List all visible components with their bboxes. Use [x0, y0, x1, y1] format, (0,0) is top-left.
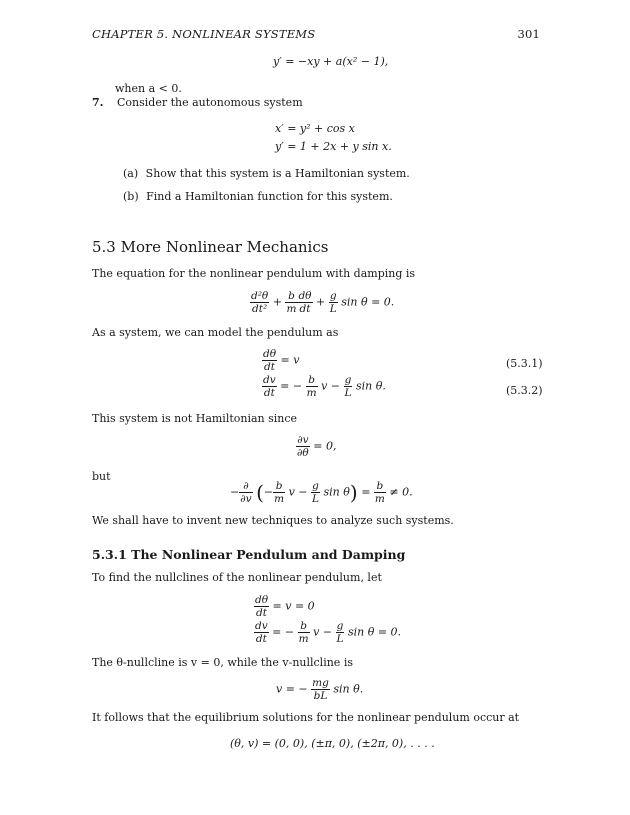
paragraph-6: The θ-nullcline is v = 0, while the v-nullcline is — [92, 656, 353, 669]
fraction: $\frac{mg}{bL}$ — [312, 677, 329, 702]
fraction: $\frac{b}{m}$ — [286, 290, 297, 315]
part-a — [123, 167, 410, 181]
paragraph-5: To find the nullclines of the nonlinear pendulum, let — [92, 571, 382, 584]
fraction: $\frac{\partial}{\partial v}$ — [240, 480, 252, 505]
nullcline-row-2: $\frac{dv}{dt}$ = − $\frac{b}{m}$ v − $\frac{g}{L}$ sin θ = 0. — [255, 620, 402, 645]
part-text: Show that this system is a Hamiltonian system. — [145, 167, 410, 180]
subsection-heading: 5.3.1 The Nonlinear Pendulum and Damping — [92, 547, 406, 562]
paragraph-1: The equation for the nonlinear pendulum with damping is — [92, 267, 416, 280]
exercise-7 — [92, 96, 303, 110]
but-text: but — [92, 470, 111, 483]
fraction: $\frac{d\theta}{dt}$ — [298, 290, 312, 315]
system-7-line-2: y′ = 1 + 2x + y sin x. — [275, 140, 392, 153]
part-text: Find a Hamiltonian function for this system. — [146, 190, 393, 203]
fraction: $\frac{g}{L}$ — [336, 620, 344, 645]
paragraph-7: It follows that the equilibrium solutions for the nonlinear pendulum occur at — [92, 711, 520, 724]
paragraph-2: As a system, we can model the pendulum as — [92, 326, 339, 339]
pendulum-equation: $\frac{\text{d²θ}}{\text{dt²}}$ + $\frac{b}{m}$ $\frac{d\theta}{dt}$ + $\frac{g}{L}$ sin θ = 0. — [251, 290, 395, 315]
fraction: $\frac{g}{L}$ — [329, 290, 337, 315]
partial-equation-2: − $\frac{\partial}{\partial v}$ (− $\frac{b}{m}$ v − $\frac{g}{L}$ sin θ) = $\frac{b}{m}$ ≠ 0. — [230, 480, 413, 505]
equation-number-5-3-1: (5.3.1) — [506, 357, 543, 370]
fraction: $\frac{g}{L}$ — [344, 374, 352, 399]
fraction: $\frac{\text{d²θ}}{\text{dt²}}$ — [251, 290, 269, 315]
equation-y-prime: y′ = −xy + a(x² − 1), — [273, 55, 389, 68]
fraction: $\frac{dv}{dt}$ — [255, 620, 268, 645]
system-7-line-1: x′ = y² + cos x — [275, 122, 355, 135]
part-label: (b) — [123, 190, 139, 203]
nullcline-row-1: $\frac{d\theta}{dt}$ = v = 0 — [255, 594, 315, 619]
page-number: 301 — [517, 27, 540, 41]
fraction: $\frac{b}{m}$ — [298, 620, 309, 645]
part-b — [123, 190, 393, 204]
fraction: $\frac{b}{m}$ — [274, 480, 285, 505]
section-heading: 5.3 More Nonlinear Mechanics — [92, 238, 329, 256]
fraction: $\frac{g}{L}$ — [312, 480, 320, 505]
chapter-title: CHAPTER 5. NONLINEAR SYSTEMS — [92, 27, 316, 41]
fraction: $\frac{d\theta}{dt}$ — [263, 348, 277, 373]
system-row-1: $\frac{d\theta}{dt}$ = v — [263, 348, 300, 373]
v-nullcline-equation: v = − $\frac{mg}{bL}$ sin θ. — [276, 677, 364, 702]
equation-number-5-3-2: (5.3.2) — [506, 384, 543, 397]
part-label: (a) — [123, 167, 139, 180]
fraction: $\frac{dv}{dt}$ — [263, 374, 276, 399]
equilibrium-equation: (θ, v) = (0, 0), (±π, 0), (±2π, 0), . . . . — [230, 737, 435, 750]
fraction: $\frac{\partial v}{\partial\theta}$ — [297, 434, 309, 459]
exercise-number: 7. — [92, 96, 104, 109]
exercise-text: Consider the autonomous system — [116, 96, 303, 109]
running-header — [92, 27, 540, 43]
fraction: $\frac{d\theta}{dt}$ — [255, 594, 269, 619]
system-row-2: $\frac{dv}{dt}$ = − $\frac{b}{m}$ v − $\frac{g}{L}$ sin θ. — [263, 374, 386, 399]
when-text: when a < 0. — [115, 82, 182, 95]
paragraph-3: This system is not Hamiltonian since — [92, 412, 298, 425]
paragraph-4: We shall have to invent new techniques to analyze such systems. — [92, 514, 454, 527]
partial-equation-1: $\frac{\partial v}{\partial\theta}$ = 0, — [297, 434, 337, 459]
fraction: $\frac{b}{m}$ — [374, 480, 385, 505]
fraction: $\frac{b}{m}$ — [306, 374, 317, 399]
